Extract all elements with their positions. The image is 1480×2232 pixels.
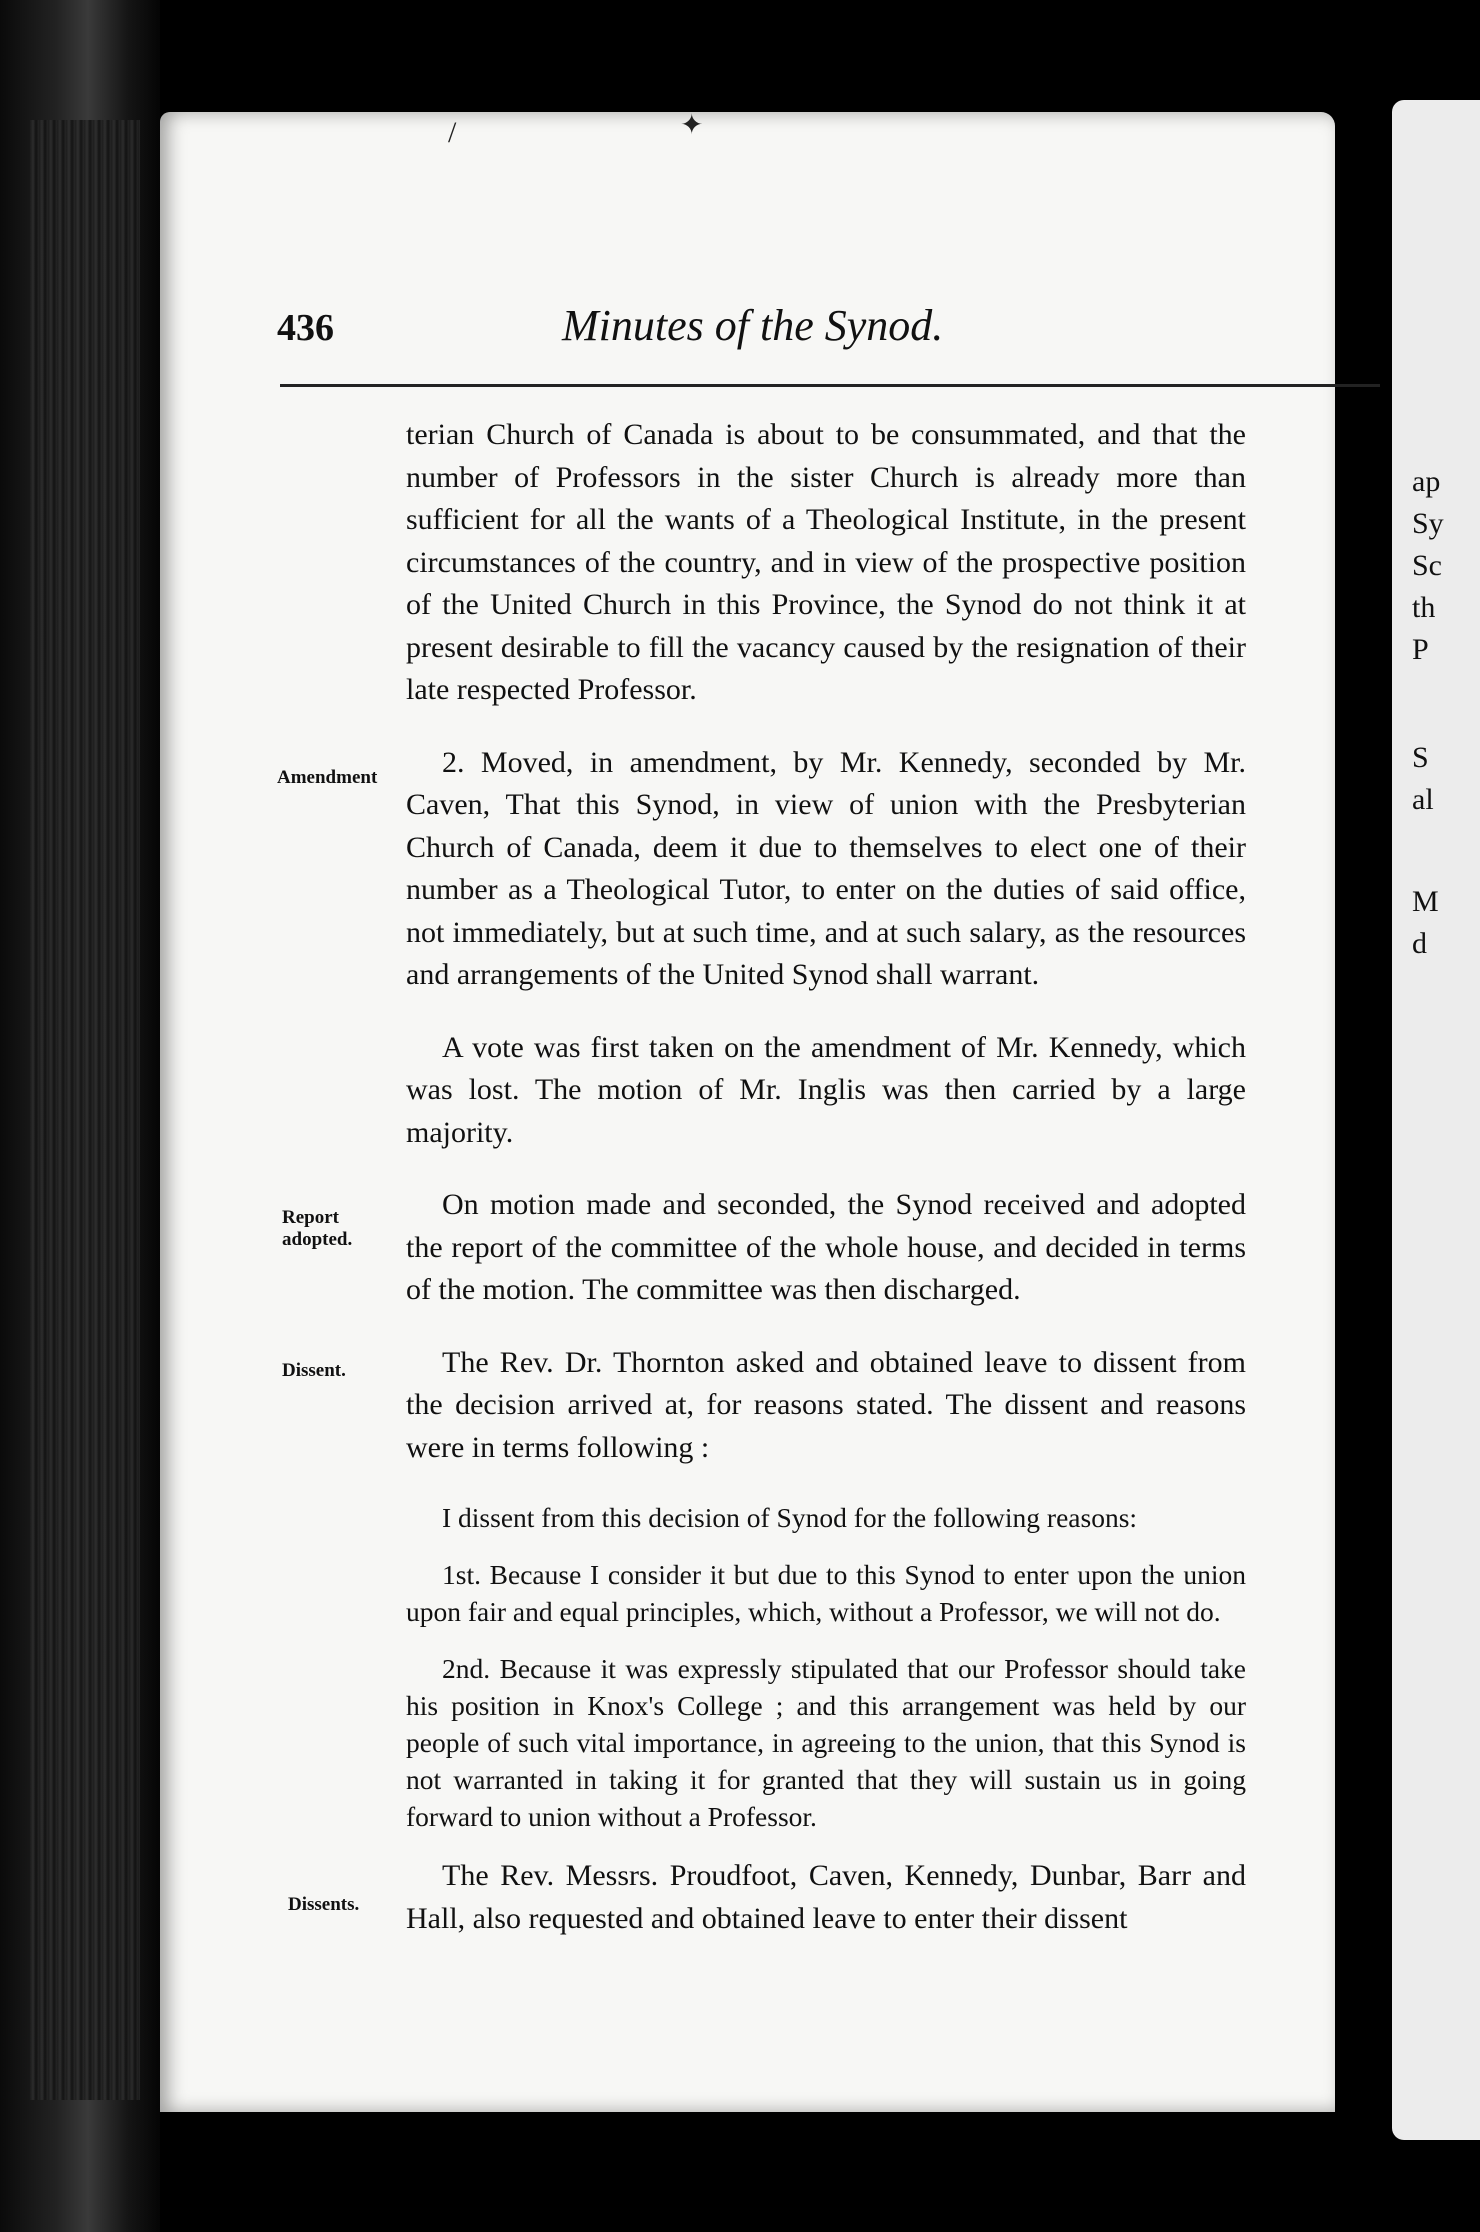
facing-page-fragment: Sy — [1412, 507, 1444, 540]
paragraph-reason-2: 2nd. Because it was expressly stipulated that our Professor should take his position in Knox's College ; and this arrangement was held by our people of such vital importance, in agreeing to the union, that this Synod is not warranted in taking it for granted that they will sustain us in going forward to union without a Professor. — [406, 1653, 1246, 1832]
ink-mark: / — [448, 116, 457, 149]
margin-note-dissent: Dissent. — [282, 1360, 346, 1381]
paragraph-continued-motion: terian Church of Canada is about to be consummated, and that the number of Professors in the sister Church is already more than sufficient for all the wants of a Theological Institute, in the present circumstances of the country, and in view of the prospective position of the United Church in this Province, the Synod do not think it at present desirable to fill the vacancy caused by the resignation of their late respected Professor. — [406, 418, 1246, 706]
margin-note-dissents: Dissents. — [288, 1894, 360, 1915]
header-rule — [280, 384, 1380, 387]
margin-note-amendment: Amendment — [277, 767, 378, 788]
paragraph-dissent-intro: I dissent from this decision of Synod for the following reasons: — [442, 1502, 1138, 1533]
facing-page-fragment: S — [1412, 741, 1429, 774]
facing-page-fragment: d — [1412, 927, 1427, 960]
margin-note-report-adopted: Report adopted. — [282, 1207, 353, 1250]
page-edges — [30, 120, 140, 2100]
facing-page-fragment: Sc — [1412, 549, 1442, 582]
facing-page-fragment: al — [1412, 783, 1434, 816]
ink-mark: ✦ — [680, 110, 704, 141]
facing-page-fragment: M — [1412, 885, 1439, 918]
facing-page-fragment: th — [1412, 591, 1436, 624]
paragraph-reason-1: 1st. Because I consider it but due to this Synod to enter upon the union upon fair and equal principles, which, without a Professor, we will not do. — [406, 1559, 1246, 1627]
paragraph-dissent: The Rev. Dr. Thornton asked and obtained leave to dissent from the decision arrived at, for reasons stated. The dissent and reasons were in terms following : — [406, 1345, 1246, 1464]
facing-page-fragment: ap — [1412, 465, 1441, 498]
running-title: Minutes of the Synod. — [562, 301, 944, 350]
page-header — [277, 300, 1387, 370]
paragraph-dissents: The Rev. Messrs. Proudfoot, Caven, Kennedy, Dunbar, Barr and Hall, also requested and obtained leave to enter their dissent — [406, 1859, 1246, 1935]
facing-page-fragment: P — [1412, 633, 1429, 666]
facing-page — [1392, 100, 1480, 2140]
page-body — [406, 414, 1246, 1970]
paragraph-amendment: 2. Moved, in amendment, by Mr. Kennedy, seconded by Mr. Caven, That this Synod, in view of union with the Presbyterian Church of Canada, deem it due to themselves to elect one of their number as a Theological Tutor, to enter on the duties of said office, not immediately, but at such time, and at such salary, as the resources and arrangements of the United Synod shall warrant. — [406, 745, 1246, 991]
page-number: 436 — [277, 307, 334, 349]
paragraph-report-adopted: On motion made and seconded, the Synod received and adopted the report of the committee of the whole house, and decided in terms of the motion. The committee was then discharged. — [406, 1188, 1246, 1306]
paragraph-vote: A vote was first taken on the amendment of Mr. Kennedy, which was lost. The motion of Mr. Inglis was then carried by a large majority. — [406, 1030, 1246, 1149]
